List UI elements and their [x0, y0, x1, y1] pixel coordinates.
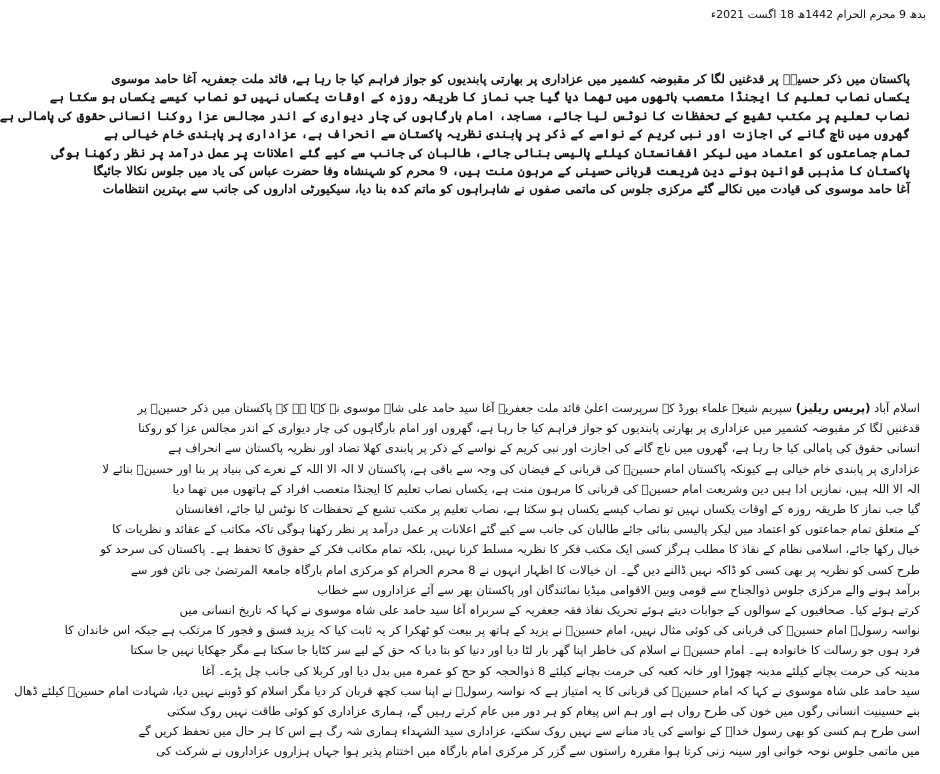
- article-line: کے متعلق تمام جماعتوں کو اعتماد میں لیکر پالیسی بنائی جائے طالبان کی جانب سے کیے گئے اعلانات پر عمل درآمد پر نظر رکھنا ہوگی تاکہ مکاتب کے عقائد و نظریات کا: [112, 522, 920, 537]
- headline-line: پاکستان میں ذکر حسینؑ پر قدغنیں لگا کر مقبوضہ کشمیر میں عزاداری پر بھارتی پابندیوں کو جواز فراہم کیا جا رہا ہے، قائد ملت جعفریہ آغا حامد موسوی: [111, 72, 910, 86]
- article-line: نواسہ رسولؐ امام حسینؑ کی قربانی کی کوئی مثال نہیں، امام حسینؑ نے یزید کے ہاتھ پر بیعت کو ٹھکرا کر یہ ثابت کیا کہ یزید فسق و فجور کا مرتکب ہے جبکہ اس خاندان کا: [64, 623, 920, 638]
- article-lead: سپریم شیعہ علماء بورڈ کے سرپرست اعلیٰ قائد ملت جعفریہ آغا سید حامد علی شاہ موسوی نے کہا ہے کہ پاکستان میں ذکر حسینؑ پر: [137, 401, 793, 415]
- article-line: بنے حسینیت انسانی رگوں میں خون کی طرح رواں ہے اور ہم اس پیغام کو ہر دور میں عام کرتے رہیں گے، ہماری عزاداری کو کوئی طاقت نہیں روک سکتی: [167, 704, 920, 719]
- article-line: الہ الا اللہ ہیں، نمازیں ادا ہیں دین وشریعت امام حسینؑ کی قربانی کا مرہون منت ہے، یکساں نصاب تعلیم کا ایجنڈا متعصب افراد کے ہاتھوں میں تھما دیا: [172, 481, 920, 496]
- article-line: سید حامد علی شاہ موسوی نے کہا کہ امام حسینؑ کی قربانی کا یہ امتیاز ہے کہ نواسہ رسولؐ نے اپنا سب کچھ قربان کر دیا مگر اسلام کو ڈوبنے نہیں دیا، شہادت امام حسینؑ کیلئے ڈھال: [14, 683, 920, 698]
- article-line: گیا جب نماز کا طریقہ روزہ کے اوقات یکساں نہیں تو نصاب کیسے یکساں ہو سکتا ہے، نصاب تعلیم پر مکتب تشیع کے تحفظات کا نوٹس لیا جائے، افغانستان: [175, 502, 920, 517]
- article-line: [137, 398, 920, 418]
- headline-line: آغا حامد موسوی کی قیادت میں نکالے گئے مرکزی جلوس کی ماتمی صفوں نے شاہراہوں کو ماتم کدہ بنا دیا، سیکیورٹی اداروں کی جانب سے بہترین انتظامات: [102, 182, 910, 197]
- article-line: طرح کسی کو نظریہ پر بھی کسی کو ڈاکہ نہیں ڈالنے دیں گے۔ ان خیالات کا اظہار انہوں نے 8 محرم الحرام کو مرکزی امام بارگاہ جامعۃ المرتضیٰ جی نائن فور سے: [130, 562, 920, 577]
- headline-line: پاکستان کا مذہبی قوانین ہونے دین شریعت قربانی حسینی کے مرہون منت ہیں، 9 محرم کو شہنشاہ وفا حضرت عباس کی یاد میں جلوس نکالا جائیگا: [93, 164, 910, 179]
- article-line: انسانی حقوق کی پامالی کیا جا رہا ہے، گھروں میں ناچ گانے کی اجازت اور نبی کریم کے نواسے کے ذکر پر پابندی کھلا تضاد اور نظریہ پاکستان سے انحراف ہے: [168, 441, 920, 456]
- article-line: کرتے ہوئے کیا۔ صحافیوں کے سوالوں کے جوابات دیتے ہوئے تحریک نفاذ فقہ جعفریہ کے سربراہ آغا سید حامد علی شاہ موسوی نے کہا کہ تاریخ انسانی میں: [179, 603, 920, 618]
- article-line: خیال رکھا جائے، اسلامی نظام کے نفاذ کا مطلب ہرگز کسی ایک مکتب فکر کا نظریہ مسلط کرنا نہیں، بلکہ تمام مکاتب فکر کے حقوق کا تحفظ ہے۔ پاکستان کی سرحد کو: [100, 542, 920, 557]
- headline-line: نصاب تعلیم پر مکتب تشیع کے تحفظات کا نوٹس لیا جائے، مساجد، امام بارگاہوں کی چار دیواری کے اندر مجالس عزا روکنا انسانی حقوق کی پامالی ہے: [0, 108, 910, 123]
- headline-block: [0, 70, 910, 360]
- article-line: قدغنیں لگا کر مقبوضہ کشمیر میں عزاداری پر بھارتی پابندیوں کو جواز فراہم کیا جا رہا ہے، گھروں اور امام بارگاہوں کی چار دیواری کے اندر مجالس عزا کو روکنا: [138, 421, 920, 436]
- article-line: عزاداری پر پابندی خام خیالی ہے کیونکہ پاکستان امام حسینؑ کی قربانی کے فیضان کی وجہ سے باقی ہے، پاکستان لا الہ الا اللہ کے نعرے کی بنیاد پر بنا اور حسینؑ بنائے لا: [102, 461, 920, 476]
- headline-line: یکساں نصاب تعلیم کا ایجنڈا متعصب ہاتھوں میں تھما دیا گیا جب نماز کا طریقہ روزہ کے اوقات یکساں نہیں تو نصاب کیسے یکساں ہو سکتا ہے: [49, 90, 910, 105]
- article-body: [14, 398, 920, 770]
- issue-dateline: بدھ 9 محرم الحرام 1442ھ 18 اگست 2021ء: [710, 8, 926, 21]
- article-line: اسی طرح ہم کسی کو بھی رسول خداؐ کے نواسے کی یاد منانے سے نہیں روک سکتے، عزاداری سید الشہداء ہماری شہ رگ ہے اس کا ہر حال میں تحفظ کریں گے: [138, 724, 920, 739]
- article-line: برآمد ہونے والے مرکزی جلوس ذوالجناح سے قومی وبین الاقوامی میڈیا نمائندگان اور پاکستان بھر سے آئے عزاداروں سے خطاب: [317, 582, 920, 597]
- dateline-place: اسلام آباد: [874, 401, 920, 415]
- headline-line: تمام جماعتوں کو اعتماد میں لیکر افغانستان کیلئے پالیسی بنائی جائے، طالبان کی جانب سے کیے گئے اعلانات پر عمل درآمد پر نظر رکھنا ہوگی: [51, 145, 910, 160]
- article-line: میں ماتمی جلوس نوحہ خوانی اور سینہ زنی کرتا ہوا مقررہ راستوں سے گزر کر مرکزی امام بارگاہ میں اختتام پذیر ہوا جہاں ہزاروں عزاداروں نے شرکت کی: [156, 744, 920, 759]
- article-line: مدینہ کی حرمت بچانے کیلئے مدینہ چھوڑا اور خانہ کعبہ کی حرمت بچانے کیلئے 8 ذوالحجہ کو حج کو عمرہ میں بدل دیا اور کربلا کی جانب چل پڑے۔ آغا: [201, 663, 920, 678]
- article-line: فرد ہوں جو رسالت کا خانوادہ ہے۔ امام حسینؑ نے اسلام کی خاطر اپنا گھر بار لٹا دیا اور دنیا کو بتا دیا کہ حق کے لیے سر کٹایا جا سکتا ہے مگر جھکایا نہیں جا سکتا: [130, 643, 920, 658]
- headline-line: گھروں میں ناچ گانے کی اجازت اور نبی کریم کے نواسے کے ذکر پر پابندی نظریہ پاکستان سے انحراف ہے، عزاداری پر پابندی خام خیالی ہے: [104, 127, 910, 142]
- dateline-tag: (پریس ریلیز): [795, 401, 871, 415]
